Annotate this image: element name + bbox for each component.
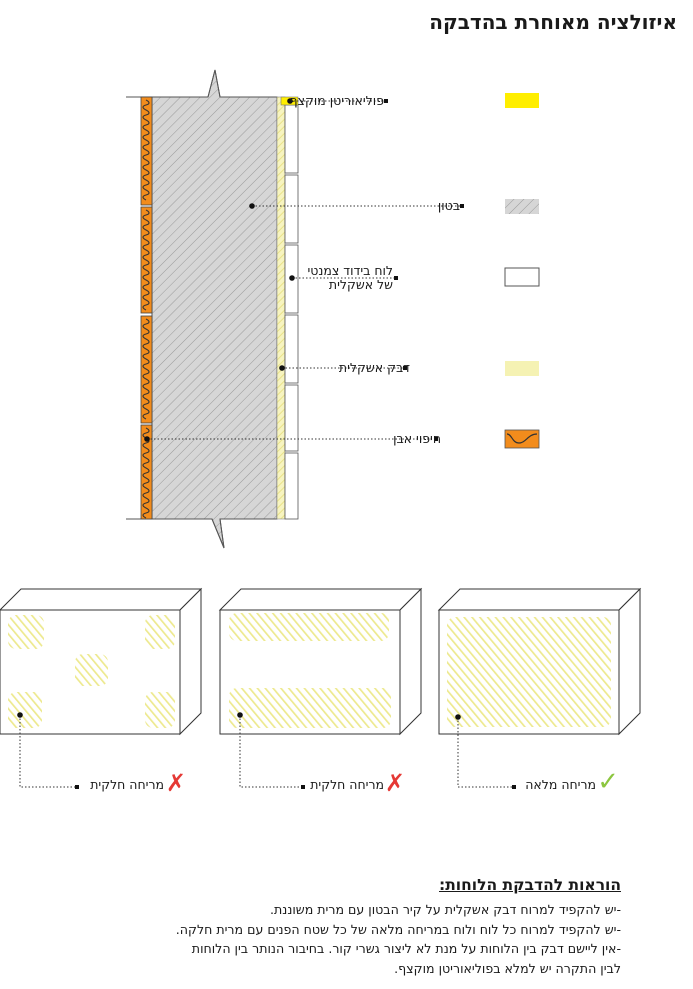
instructions-list (61, 900, 621, 978)
board-full-coverage (439, 589, 640, 789)
legend-label-adhesive: דבק אשקלית (338, 360, 410, 375)
adhesive-patch (145, 615, 175, 649)
legend-swatch-foam (505, 93, 539, 108)
legend-label-board-line2: של אשקלית (328, 277, 393, 292)
cement-board (285, 105, 298, 173)
legend-swatch-stone (505, 430, 539, 448)
adhesive-patch (229, 613, 389, 641)
legend-label-stone: חיפוי אבן (393, 431, 441, 446)
adhesive-patch (145, 692, 175, 728)
cement-board (285, 315, 298, 383)
adhesive-patch (229, 688, 391, 728)
legend-label-board (307, 264, 393, 292)
legend-label-board-line1: לוח בידוד צמנטי (307, 263, 393, 278)
adhesive-layer (277, 97, 285, 519)
page-title: איזולציה מאוחרת בהדבקה (429, 10, 677, 34)
cement-board-layer (285, 105, 298, 519)
stone-tile (141, 97, 152, 205)
cement-board (285, 453, 298, 519)
method-label-full: מריחה מלאה (525, 777, 596, 792)
x-mark-icon-2: ✗ (165, 769, 186, 797)
instructions-block (61, 876, 621, 978)
legend-swatch-board (505, 268, 539, 286)
legend-swatch-adhesive (505, 361, 539, 376)
cement-board (285, 175, 298, 243)
instruction-line: -יש להקפיד למרוח כל לוח ולוח במריחה מלאה של כל שטח הפנים עם מרית חלקה. (175, 921, 621, 937)
cement-board (285, 385, 298, 451)
adhesive-patch (8, 692, 42, 728)
legend-label-concrete: בטון (437, 198, 460, 213)
x-mark-icon: ✗ (384, 769, 405, 797)
board-partial-spots (0, 589, 201, 789)
legend-swatch-concrete (505, 199, 539, 214)
instruction-line: -אין ליישם דבק בין הלוחות על מנת לא ליצור גשרי קור. בחיבור הנותר בין הלוחות (191, 941, 621, 956)
stone-cladding (141, 97, 152, 519)
adhesive-patch (447, 617, 611, 727)
method-label-partial-strips: מריחה חלקית (310, 777, 384, 792)
check-mark-icon: ✓ (597, 767, 619, 797)
instruction-line: לבין התקרה יש למלא בפוליאוריטן מוקצף. (394, 960, 621, 976)
instructions-title: הוראות להדבקת הלוחות: (439, 876, 621, 894)
adhesive-patch (75, 654, 108, 686)
method-label-partial-spots: מריחה חלקית (90, 777, 164, 792)
adhesive-patch (8, 615, 44, 649)
legend-label-foam: פוליאוריטן מוקצף (289, 93, 384, 108)
board-partial-strips (220, 589, 421, 789)
instruction-line: -יש להקפיד למרוח דבק אשקלית על קיר הבטון עם מרית משוננת. (270, 902, 621, 917)
